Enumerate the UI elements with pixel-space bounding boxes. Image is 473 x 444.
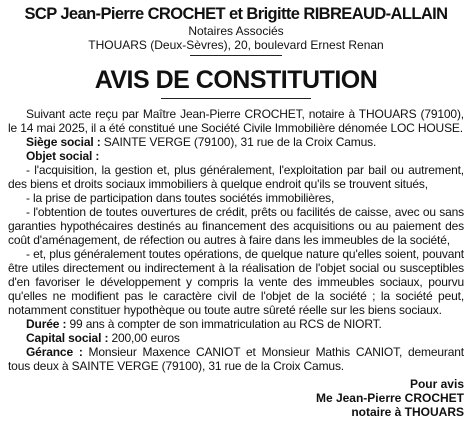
siege-paragraph: [8, 135, 464, 149]
objet-label: Objet social :: [26, 149, 100, 163]
signature-block: [8, 377, 464, 419]
gerance-paragraph: [8, 345, 464, 373]
intro-paragraph: Suivant acte reçu par Maître Jean-Pierre CROCHET, notaire à THOUARS (79100), le 14 mai 2025, il a été constitué une Société Civile Immobilière dénomée LOC HOUSE.: [8, 107, 464, 135]
objet-item: - l'obtention de toutes ouvertures de crédit, prêts ou facilités de caisse, avec ou sans garanties hypothécaires destinés au financement des acquisitions ou au paiement des coût d'aménagement, de réfection ou autres à faire dans les immeubles de la société,: [8, 205, 464, 247]
title-divider: [161, 98, 311, 99]
signature-line-pour-avis: Pour avis: [409, 377, 464, 391]
duree-paragraph: [8, 317, 464, 331]
objet-item: - la prise de participation dans toutes sociétés immobilières,: [26, 191, 335, 205]
duree-label: Durée :: [26, 317, 67, 331]
notice-body: [8, 107, 464, 373]
objet-heading: [8, 149, 464, 163]
signature-line-name: Me Jean-Pierre CROCHET: [315, 391, 464, 405]
objet-item: - l'acquisition, la gestion et, plus généralement, l'exploitation par bail ou autrement, des biens et droits sociaux immobiliers à quelque endroit qu'ils se trouvent situés,: [8, 163, 464, 191]
duree-value: 99 ans à compter de son immatriculation au RCS de NIORT.: [66, 317, 382, 331]
capital-label: Capital social :: [26, 331, 109, 345]
siege-value: SAINTE VERGE (79100), 31 rue de la Croix Camus.: [100, 135, 377, 149]
notice-title: AVIS DE CONSTITUTION: [94, 66, 378, 94]
firm-name: SCP Jean-Pierre CROCHET et Brigitte RIBREAUD-ALLAIN: [24, 5, 448, 23]
gerance-value: Monsieur Maxence CANIOT et Monsieur Mathis CANIOT, demeurant tous deux à SAINTE VERGE (79100), 31 rue de la Croix Camus.: [8, 345, 464, 373]
capital-value: 200,00 euros: [108, 331, 180, 345]
gerance-label: Gérance :: [26, 345, 83, 359]
objet-item: - et, plus généralement toutes opérations, de quelque nature qu'elles soient, pouvant être utiles directement ou indirectement à la réalisation de l'objet social ou susceptibles d'en favoriser le développement y compris la vente des immeubles sociaux, pourvu qu'elles ne modifient pas le caractère civil de l'objet de la société ; la société peut, notamment constituer hypothèque ou toute autre sûreté réelle sur les biens sociaux.: [8, 247, 464, 317]
header-divider: [190, 55, 282, 56]
firm-subtitle: Notaires Associés: [188, 24, 284, 38]
signature-line-role: notaire à THOUARS: [351, 405, 464, 419]
siege-label: Siège social :: [26, 135, 101, 149]
firm-address: THOUARS (Deux-Sèvres), 20, boulevard Ernest Renan: [88, 38, 384, 52]
capital-paragraph: [8, 331, 464, 345]
